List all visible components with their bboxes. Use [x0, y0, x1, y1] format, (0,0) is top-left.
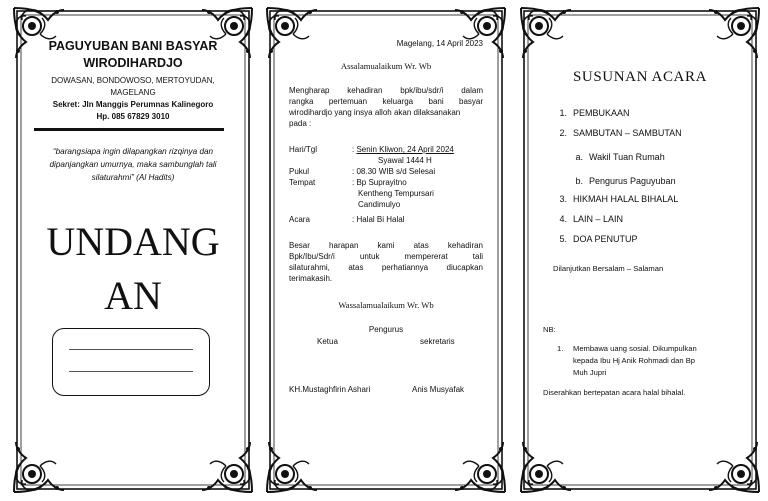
hadith-quote: “barangsiapa ingin dilapangkan rizqinya dan: [52, 147, 214, 156]
place-label: Tempat: [289, 178, 316, 187]
time-label: Pukul: [289, 167, 310, 176]
letter-date: Magelang, 14 April 2023: [396, 39, 483, 48]
closing-text: Besar harapan kami atas kehadiran: [289, 241, 483, 250]
day-label: Hari/Tgl: [289, 145, 318, 154]
intro-text: pada :: [289, 119, 312, 128]
recipient-line: [69, 371, 193, 372]
invitation-title-line2: AN: [104, 273, 162, 318]
day-value-text: Senin Kliwon, 24 April 2024: [356, 145, 454, 154]
phone-number: Hp. 085 67829 3010: [96, 112, 170, 121]
footer-note: Diserahkan bertepatan acara halal bihalal.: [543, 388, 686, 397]
organization-name-line2: WIRODIHARDJO: [83, 56, 183, 70]
corner-ornament-icon: [455, 442, 505, 492]
cover-panel: [12, 6, 254, 494]
place-value-line2: Kentheng Tempursari: [358, 189, 434, 198]
divider: [34, 128, 224, 131]
agenda-subitem-letter: a.: [575, 152, 583, 162]
chairman-role: Ketua: [317, 337, 338, 346]
note-text: kepada Ibu Hj Anik Rohmadi dan Bp: [573, 356, 696, 365]
agenda-item: SAMBUTAN – SAMBUTAN: [573, 128, 682, 138]
agenda-subitem: Pengurus Paguyuban: [589, 176, 676, 186]
hijri-date: Syawal 1444 H: [378, 156, 432, 165]
agenda-item: HIKMAH HALAL BIHALAL: [573, 194, 679, 204]
place-value: : Bp Suprayitno: [352, 178, 407, 187]
closing-greeting: Wassalamualaikum Wr. Wb: [338, 300, 434, 310]
agenda-item-number: 2.: [559, 128, 567, 138]
place-value-line3: Candimulyo: [358, 200, 401, 209]
recipient-line: [69, 349, 193, 350]
committee-label: Pengurus: [368, 325, 404, 334]
closing-text: silaturahmi, atas perhatiannya diucapkan: [289, 263, 483, 272]
corner-ornament-icon: [14, 442, 64, 492]
continued-note: Dilanjutkan Bersalam – Salaman: [553, 264, 664, 273]
note-text: Muh Jupri: [573, 368, 607, 377]
note-label: NB:: [543, 325, 556, 334]
event-value: : Halal Bi Halal: [352, 215, 405, 224]
corner-ornament-icon: [202, 442, 252, 492]
agenda-subitem: Wakil Tuan Rumah: [589, 152, 665, 162]
invitation-title: UNDANG: [46, 219, 220, 264]
corner-ornament-icon: [267, 442, 317, 492]
address-line: DOWASAN, BONDOWOSO, MERTOYUDAN,: [51, 76, 215, 85]
corner-ornament-icon: [267, 8, 317, 58]
address-line: MAGELANG: [110, 88, 156, 97]
day-value: : Senin Kliwon, 24 April 2024: [352, 145, 454, 154]
closing-text: terimakasih.: [289, 274, 333, 283]
corner-ornament-icon: [709, 8, 759, 58]
intro-text: Mengharap kehadiran bpk/ibu/sdr/i dalam: [289, 86, 483, 95]
closing-text: Bpk/Ibu/Sdr/i untuk mempererat tali: [289, 252, 483, 261]
agenda-item-number: 3.: [559, 194, 567, 204]
intro-text: wirodihardjo yang insya alloh akan dilaksanakan: [289, 108, 461, 117]
intro-text: rangka pertemuan keluarga bani basyar: [289, 97, 483, 106]
corner-ornament-icon: [521, 442, 571, 492]
organization-name: PAGUYUBAN BANI BASYAR: [48, 39, 218, 53]
hadith-quote: silaturahmi” (Al Hadits): [91, 173, 175, 182]
agenda-subitem-letter: b.: [575, 176, 583, 186]
agenda-item: PEMBUKAAN: [573, 108, 630, 118]
greeting: Assalamualaikum Wr. Wb: [340, 61, 432, 71]
agenda-item-number: 1.: [559, 108, 567, 118]
agenda-item: DOA PENUTUP: [573, 234, 638, 244]
corner-ornament-icon: [455, 8, 505, 58]
corner-ornament-icon: [521, 8, 571, 58]
secretary-role: sekretaris: [420, 337, 455, 346]
secretary-name: Anis Musyafak: [412, 385, 465, 394]
time-value: : 08.30 WIB s/d Selesai: [352, 167, 436, 176]
chairman-name: KH.Mustaghfirin Ashari: [289, 385, 371, 394]
agenda-item: LAIN – LAIN: [573, 214, 624, 224]
agenda-panel: [519, 6, 761, 494]
corner-ornament-icon: [709, 442, 759, 492]
recipient-name-box: [52, 328, 210, 396]
secretariat-address: Sekret: Jln Manggis Perumnas Kalinegoro: [52, 100, 214, 109]
agenda-item-number: 4.: [559, 214, 567, 224]
note-text: Membawa uang sosial. Dikumpulkan: [573, 344, 697, 353]
hadith-quote: dipanjangkan umurnya, maka sambunglah tali: [49, 160, 217, 169]
agenda-item-number: 5.: [559, 234, 567, 244]
event-label: Acara: [289, 215, 310, 224]
agenda-title: SUSUNAN ACARA: [572, 69, 708, 85]
invitation-panel: [265, 6, 507, 494]
note-number: 1.: [557, 344, 564, 353]
